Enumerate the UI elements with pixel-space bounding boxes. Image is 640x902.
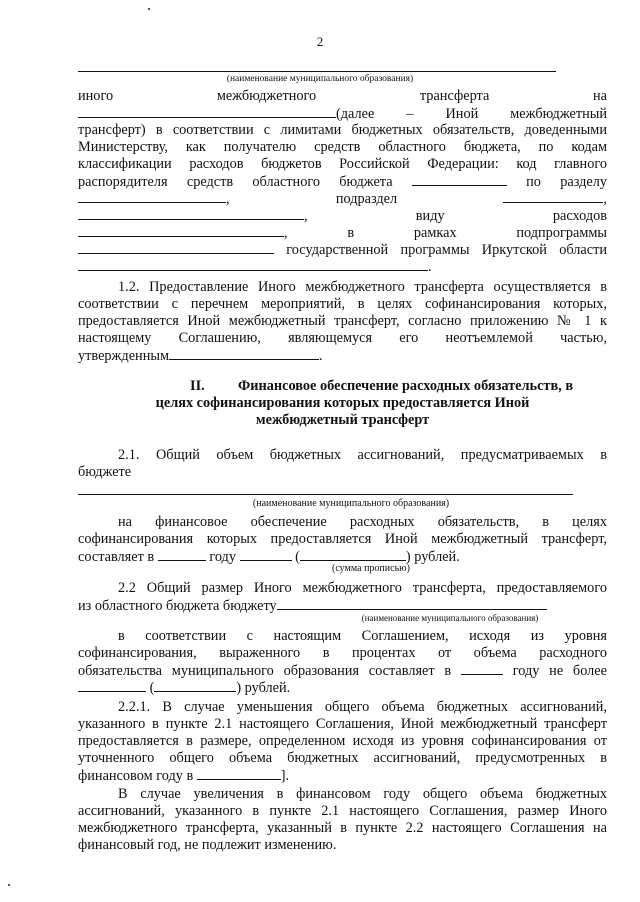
paragraph-2-2-1-line: 2.2.1. В случае уменьшения общего объема бюджетных ассигнований, bbox=[118, 699, 607, 715]
paragraph-2-2-1-line: указанного в пункте 2.1 настоящего Соглашения, Иной межбюджетный трансферт bbox=[78, 716, 607, 732]
text-line: . bbox=[78, 258, 607, 275]
section-number: II. bbox=[190, 378, 205, 394]
paragraph-2-2-1-line: финансовом году в ]. bbox=[78, 768, 290, 784]
blank-field[interactable] bbox=[78, 207, 304, 220]
scan-speck bbox=[148, 8, 150, 10]
paragraph-2-2-2-line: финансовый год, не подлежит изменению. bbox=[78, 837, 337, 853]
paragraph-2-1-line: бюджете bbox=[78, 464, 132, 480]
text-line: , подраздел , bbox=[78, 190, 607, 207]
field-caption: (сумма прописью) bbox=[332, 563, 410, 574]
text-line: государственной программы Иркутской области bbox=[78, 241, 607, 258]
blank-field[interactable] bbox=[154, 679, 236, 692]
text-line: Министерству, как получателю средств областного бюджета, по кодам bbox=[78, 139, 607, 155]
paragraph-2-1-line: составляет в году ( ) рублей. bbox=[78, 549, 460, 565]
blank-field[interactable] bbox=[78, 679, 146, 692]
blank-field[interactable] bbox=[277, 597, 547, 610]
paragraph-2-2-line: в соответствии с настоящим Соглашением, исходя из уровня bbox=[118, 628, 607, 644]
paragraph-2-2-1-line: предоставляется в размере, определенном исходя из уровня софинансирования от bbox=[78, 733, 607, 749]
blank-field[interactable] bbox=[78, 258, 428, 271]
text-line: трансферт) в соответствии с лимитами бюджетных обязательств, доведенными bbox=[78, 122, 607, 138]
text-line: классификации расходов бюджетов Российской Федерации: код главного bbox=[78, 156, 607, 172]
blank-field[interactable] bbox=[78, 241, 274, 254]
paragraph-1-2-line: соответствии с перечнем мероприятий, в целях софинансирования которых, bbox=[78, 296, 607, 312]
text-line: , виду расходов bbox=[78, 207, 607, 224]
section-heading: целях софинансирования которых предоставляется Иной bbox=[155, 395, 530, 411]
blank-field[interactable] bbox=[240, 548, 292, 561]
paragraph-2-2-line: из областного бюджета бюджету bbox=[78, 597, 607, 614]
text-line: , в рамках подпрограммы bbox=[78, 224, 607, 241]
section-heading: межбюджетный трансферт bbox=[255, 412, 430, 428]
paragraph-2-1-line: 2.1. Общий объем бюджетных ассигнований, предусматриваемых в bbox=[118, 447, 607, 463]
paragraph-2-2-line: 2.2 Общий размер Иного межбюджетного трансферта, предоставляемого bbox=[118, 580, 607, 596]
field-caption: (наименование муниципального образования) bbox=[252, 498, 450, 509]
paragraph-1-2-line: 1.2. Предоставление Иного межбюджетного трансферта осуществляется в bbox=[118, 279, 607, 295]
blank-field[interactable] bbox=[412, 173, 507, 186]
paragraph-2-2-line: ( ) рублей. bbox=[78, 679, 607, 696]
paragraph-2-1-line: софинансирования которых предоставляется Иной межбюджетный трансферт, bbox=[78, 531, 607, 547]
text-line: распорядителя средств областного бюджета по разделу bbox=[78, 174, 607, 190]
blank-line bbox=[78, 494, 573, 495]
paragraph-2-2-line: обязательства муниципального образования составляет в году не более bbox=[78, 663, 607, 679]
paragraph-2-2-2-line: ассигнований, указанного в пункте 2.1 настоящего Соглашения, размер Иного bbox=[78, 803, 607, 819]
blank-field[interactable] bbox=[78, 105, 336, 118]
blank-field[interactable] bbox=[197, 767, 281, 780]
section-heading: Финансовое обеспечение расходных обязательств, в bbox=[238, 378, 574, 394]
blank-field[interactable] bbox=[78, 224, 284, 237]
blank-field[interactable] bbox=[158, 548, 206, 561]
paragraph-1-2-line: настоящему Соглашению, являющемуся его неотъемлемой частью, bbox=[78, 330, 607, 346]
text-line: иного межбюджетного трансферта на bbox=[78, 88, 608, 104]
paragraph-1-2-line: утвержденным . bbox=[78, 348, 323, 364]
blank-field[interactable] bbox=[78, 190, 226, 203]
field-caption: (наименование муниципального образования) bbox=[226, 74, 414, 84]
blank-field[interactable] bbox=[169, 347, 319, 360]
paragraph-2-2-2-line: межбюджетного трансферта, указанный в пункте 2.2 настоящего Соглашения на bbox=[78, 820, 607, 836]
blank-field[interactable] bbox=[461, 662, 503, 675]
blank-field[interactable] bbox=[300, 548, 406, 561]
paragraph-2-2-1-line: уточненного общего объема бюджетных ассигнований, предусмотренных в bbox=[78, 750, 607, 766]
scan-speck bbox=[8, 884, 10, 886]
field-caption: (наименование муниципального образования) bbox=[361, 613, 539, 623]
paragraph-2-2-line: софинансирования, выраженного в процентах от объема расходного bbox=[78, 645, 607, 661]
text-line: (далее – Иной межбюджетный bbox=[78, 105, 607, 122]
page-number: 2 bbox=[316, 34, 324, 49]
blank-line bbox=[78, 71, 556, 72]
paragraph-2-1-line: на финансовое обеспечение расходных обязательств, в целях bbox=[118, 514, 607, 530]
paragraph-2-2-2-line: В случае увеличения в финансовом году общего объема бюджетных bbox=[118, 786, 607, 802]
blank-field[interactable] bbox=[503, 190, 603, 203]
paragraph-1-2-line: предоставляется Иной межбюджетный трансферт, согласно приложению № 1 к bbox=[78, 313, 607, 329]
